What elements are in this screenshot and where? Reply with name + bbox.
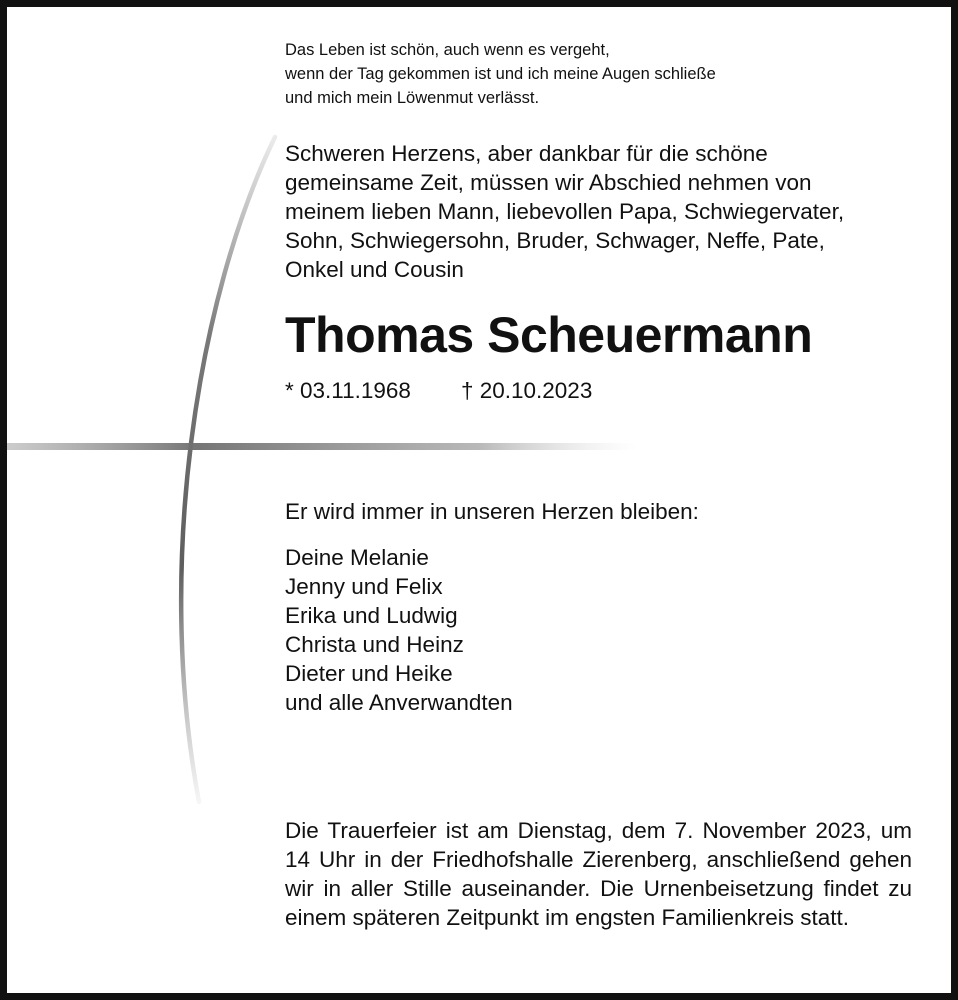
- poem: [285, 38, 716, 110]
- poem-line: Das Leben ist schön, auch wenn es vergeht,: [285, 41, 610, 59]
- birth-date: * 03.11.1968: [285, 378, 411, 403]
- family-list: [285, 543, 513, 717]
- deceased-name: Thomas Scheuermann: [285, 307, 813, 363]
- family-member: Erika und Ludwig: [285, 603, 458, 628]
- cross-vertical-stroke: [181, 137, 275, 802]
- intro-line: Onkel und Cousin: [285, 257, 464, 282]
- poem-line: wenn der Tag gekommen ist und ich meine Augen schließe: [285, 65, 716, 83]
- life-dates: [285, 377, 592, 405]
- intro-text: [285, 139, 844, 284]
- intro-line: Schweren Herzens, aber dankbar für die schöne: [285, 141, 768, 166]
- intro-line: meinem lieben Mann, liebevollen Papa, Schwiegervater,: [285, 199, 845, 224]
- family-member: Dieter und Heike: [285, 661, 453, 686]
- intro-line: gemeinsame Zeit, müssen wir Abschied nehmen von: [285, 170, 812, 195]
- family-member: Christa und Heinz: [285, 632, 464, 657]
- family-member: Deine Melanie: [285, 545, 429, 570]
- poem-line: und mich mein Löwenmut verlässt.: [285, 89, 540, 107]
- intro-line: Sohn, Schwiegersohn, Bruder, Schwager, Neffe, Pate,: [285, 228, 825, 253]
- funeral-service-info: Die Trauerfeier ist am Dienstag, dem 7. November 2023, um 14 Uhr in der Friedhofshalle Zierenberg, anschließend gehen wir in aller Stille auseinander. Die Urnenbeisetzung findet zu einem späteren Zeitpunkt im engsten Familienkreis statt.: [285, 818, 912, 930]
- family-member: Jenny und Felix: [285, 574, 443, 599]
- remembrance-line: Er wird immer in unseren Herzen bleiben:: [285, 499, 699, 524]
- death-date: † 20.10.2023: [460, 378, 593, 403]
- family-member: und alle Anverwandten: [285, 690, 513, 715]
- cross-horizontal-stroke: [7, 443, 637, 450]
